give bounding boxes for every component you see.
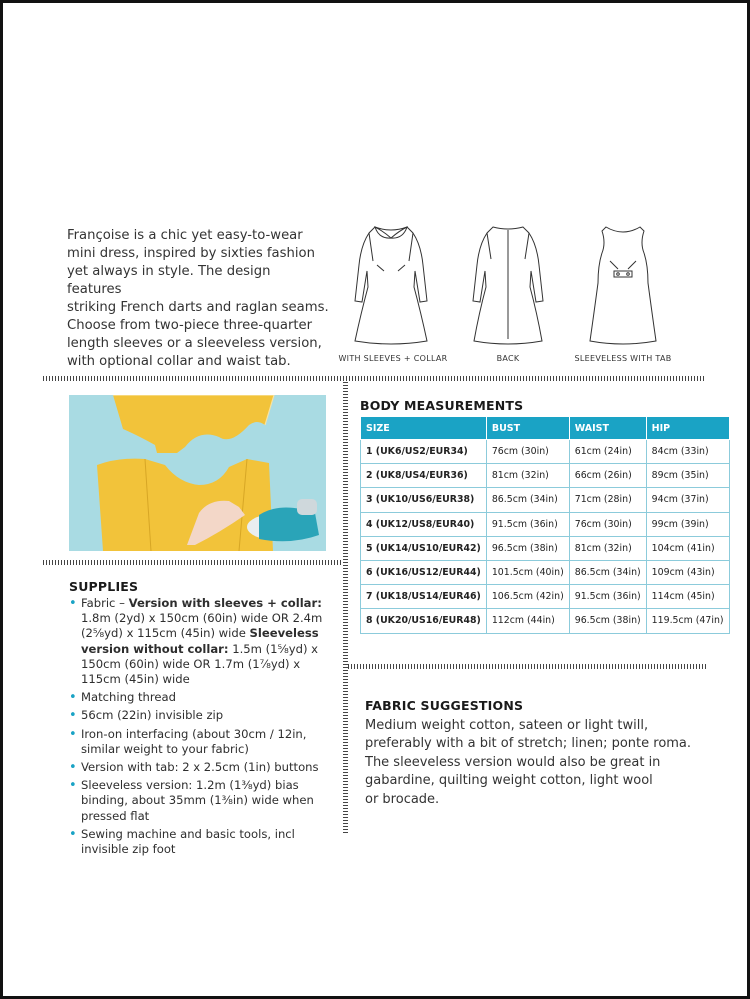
bust-cell: 81cm (32in)	[486, 464, 569, 488]
hip-cell: 119.5cm (47in)	[646, 609, 729, 633]
fabric-lead: Fabric –	[81, 596, 129, 610]
size-cell: 3 (UK10/US6/EUR38)	[361, 488, 487, 512]
bust-cell: 76cm (30in)	[486, 440, 569, 464]
supplies-item: • Iron-on interfacing (about 30cm / 12in, similar weight to your fabric)	[67, 727, 337, 757]
waist-cell: 91.5cm (36in)	[569, 585, 646, 609]
supplies-item: • Matching thread	[67, 690, 337, 705]
fabric-suggestions-heading: FABRIC SUGGESTIONS	[365, 698, 524, 713]
intro-line: striking French darts and raglan seams.	[67, 300, 329, 315]
waist-cell: 81cm (32in)	[569, 536, 646, 560]
fabric-line: or brocade.	[365, 791, 440, 807]
waist-cell: 66cm (26in)	[569, 464, 646, 488]
dashed-divider	[43, 376, 706, 381]
intro-paragraph	[67, 227, 329, 371]
waist-cell: 61cm (24in)	[569, 440, 646, 464]
supplies-item: • 56cm (22in) invisible zip	[67, 708, 337, 723]
hip-cell: 89cm (35in)	[646, 464, 729, 488]
fabric-version-sleeveless: Sleeveless version without collar:	[81, 626, 319, 656]
bust-cell: 101.5cm (40in)	[486, 560, 569, 584]
size-cell: 6 (UK16/US12/EUR44)	[361, 560, 487, 584]
hip-cell: 84cm (33in)	[646, 440, 729, 464]
sketch-caption: BACK	[496, 354, 520, 363]
fabric-line: preferably with a bit of stretch; linen; ponte roma.	[365, 736, 692, 752]
intro-line: with optional collar and waist tab.	[67, 354, 291, 369]
table-row	[361, 609, 730, 633]
column-header-waist: WAIST	[569, 417, 646, 440]
hip-cell: 99cm (39in)	[646, 512, 729, 536]
size-cell: 7 (UK18/US14/EUR46)	[361, 585, 487, 609]
bust-cell: 96.5cm (38in)	[486, 536, 569, 560]
hip-cell: 104cm (41in)	[646, 536, 729, 560]
size-cell: 5 (UK14/US10/EUR42)	[361, 536, 487, 560]
intro-line: mini dress, inspired by sixties fashion	[67, 246, 315, 261]
supplies-item: • Sewing machine and basic tools, incl invisible zip foot	[67, 827, 337, 857]
table-row	[361, 560, 730, 584]
intro-line: Choose from two-piece three-quarter	[67, 318, 313, 333]
fabric-sleeveless-amount: 1.5m (1⅝yd) x 150cm (60in) wide OR 1.7m (1⅞yd) x 115cm (45in) wide	[81, 641, 319, 687]
fabric-version-sleeves: Version with sleeves + collar:	[128, 596, 322, 610]
supplies-item: • Sleeveless version: 1.2m (1⅜yd) bias binding, about 35mm (1⅜in) wide when pressed flat	[67, 778, 337, 824]
bust-cell: 112cm (44in)	[486, 609, 569, 633]
waist-cell: 86.5cm (34in)	[569, 560, 646, 584]
table-row	[361, 585, 730, 609]
table-row	[361, 440, 730, 464]
supplies-list	[67, 596, 337, 860]
intro-line: Françoise is a chic yet easy-to-wear	[67, 228, 303, 243]
dashed-divider	[348, 664, 706, 669]
hip-cell: 94cm (37in)	[646, 488, 729, 512]
fabric-suggestions-text	[365, 717, 695, 809]
bust-cell: 106.5cm (42in)	[486, 585, 569, 609]
waist-cell: 71cm (28in)	[569, 488, 646, 512]
intro-line: length sleeves or a sleeveless version,	[67, 336, 322, 351]
hip-cell: 114cm (45in)	[646, 585, 729, 609]
waist-cell: 96.5cm (38in)	[569, 609, 646, 633]
supplies-heading: SUPPLIES	[69, 579, 139, 594]
table-header-row	[361, 417, 730, 440]
size-cell: 8 (UK20/US16/EUR48)	[361, 609, 487, 633]
fabric-line: Medium weight cotton, sateen or light twill,	[365, 718, 649, 733]
dress-sketch-sleeveless-tab	[588, 221, 658, 347]
fabric-sleeves-amount: 1.8m (2yd) x 150cm (60in) wide OR 2.4m (2⅝yd) x 115cm (45in) wide	[81, 611, 323, 641]
body-measurements-table	[360, 417, 730, 634]
column-header-bust: BUST	[486, 417, 569, 440]
bust-cell: 91.5cm (36in)	[486, 512, 569, 536]
table-row	[361, 464, 730, 488]
fabric-line: gabardine, quilting weight cotton, light wool	[365, 773, 653, 789]
fabric-line: The sleeveless version would also be great in	[365, 754, 661, 770]
table-row	[361, 536, 730, 560]
waist-cell: 76cm (30in)	[569, 512, 646, 536]
intro-line: yet always in style. The design features	[67, 264, 271, 297]
size-cell: 2 (UK8/US4/EUR36)	[361, 464, 487, 488]
dashed-divider-vertical	[343, 382, 348, 835]
dashed-divider	[43, 560, 343, 565]
dress-sketch-sleeves-collar	[351, 221, 431, 347]
sketch-caption: SLEEVELESS WITH TAB	[574, 354, 672, 363]
sewing-photo	[69, 395, 326, 551]
bust-cell: 86.5cm (34in)	[486, 488, 569, 512]
size-cell: 4 (UK12/US8/EUR40)	[361, 512, 487, 536]
hip-cell: 109cm (43in)	[646, 560, 729, 584]
supplies-item: • Version with tab: 2 x 2.5cm (1in) buttons	[67, 760, 337, 775]
body-measurements-heading: BODY MEASUREMENTS	[360, 398, 524, 413]
dress-sketch-back	[471, 221, 545, 347]
table-row	[361, 512, 730, 536]
size-cell: 1 (UK6/US2/EUR34)	[361, 440, 487, 464]
column-header-hip: HIP	[646, 417, 729, 440]
supplies-item-fabric	[67, 596, 337, 687]
table-row	[361, 488, 730, 512]
column-header-size: SIZE	[361, 417, 487, 440]
sketch-caption: WITH SLEEVES + COLLAR	[338, 354, 448, 363]
